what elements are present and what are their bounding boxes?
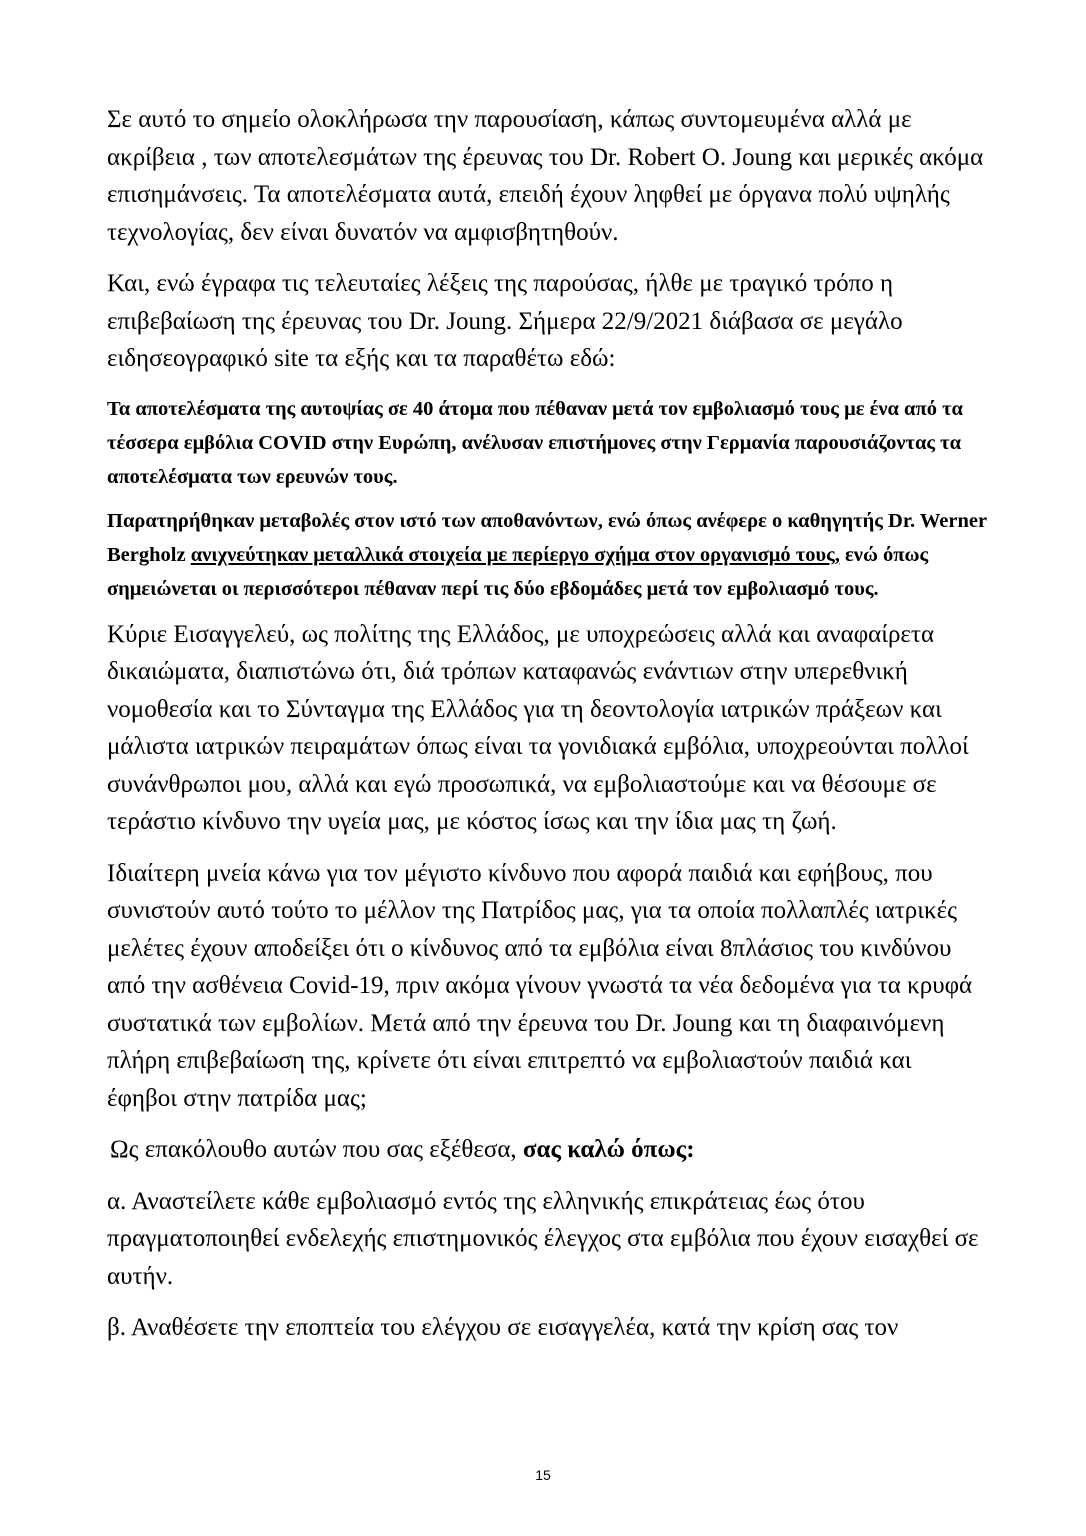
quote-tissue-changes bbox=[107, 504, 987, 606]
paragraph-children-risk: Ιδιαίτερη μνεία κάνω για τον μέγιστο κίνδυνο που αφορά παιδιά και εφήβους, που συνιστούν αυτό τούτο το μέλλον της Πατρίδος μας, για τα οποία πολλαπλές ιατρικές μελέτες έχουν αποδείξει ότι ο κίνδυνος από τα εμβόλια είναι 8πλάσιος του κινδύνου από την ασθένεια Covid-19, πριν ακόμα γίνουν γνωστά τα νέα δεδομένα για τα κρυφά συστατικά των εμβολίων. Μετά από την έρευνα του Dr. Joung και τη διαφαινόμενη πλήρη επιβεβαίωση της, κρίνετε ότι είναι επιτρεπτό να εμβολιαστούν παιδιά και έφηβοι στην πατρίδα μας; bbox=[107, 859, 973, 1112]
request-bold-text: σας καλώ όπως: bbox=[522, 1136, 695, 1163]
quote-autopsy-results: Τα αποτελέσματα της αυτοψίας σε 40 άτομα που πέθαναν μετά τον εμβολιασμό τους με ένα από τα τέσσερα εμβόλια COVID στην Ευρώπη, ανέλυσαν επιστήμονες στην Γερμανία παρουσιάζοντας τα αποτελέσματα των ερευνών τους. bbox=[107, 397, 963, 488]
request-intro-line bbox=[107, 1131, 987, 1169]
request-intro-text: Ως επακόλουθο αυτών που σας εξέθεσα, bbox=[110, 1136, 523, 1163]
paragraph-citizen-rights: Κύριε Εισαγγελεύ, ως πολίτης της Ελλάδος, με υποχρεώσεις αλλά και αναφαίρετα δικαιώματα, διαπιστώνω ότι, διά τρόπων καταφανώς ενάντιων στην υπερεθνική νομοθεσία και το Σύνταγμα της Ελλάδος για τη δεοντολογία ιατρικών πράξεων και μάλιστα ιατρικών πειραμάτων όπως είναι τα γονιδιακά εμβόλια, υποχρεούνται πολλοί συνάνθρωποι μου, αλλά και εγώ προσωπικά, να εμβολιαστούμε και να θέσουμε σε τεράστιο κίνδυνο την υγεία μας, με κόστος ίσως και την ίδια μας τη ζωή. bbox=[107, 620, 969, 835]
quote-metal-elements-underlined: ανιχνεύτηκαν μεταλλικά στοιχεία με περίεργο σχήμα στον οργανισμό τους, bbox=[190, 543, 840, 566]
request-item-a: α. Αναστείλετε κάθε εμβολιασμό εντός της ελληνικής επικράτειας έως ότου πραγματοποιηθεί ενδελεχής επιστημονικός έλεγχος στα εμβόλια που έχουν εισαχθεί σε αυτήν. bbox=[107, 1187, 979, 1290]
request-item-b: β. Αναθέσετε την εποπτεία του ελέγχου σε εισαγγελέα, κατά την κρίση σας τον bbox=[107, 1314, 899, 1341]
quote-tissue-start: Παρατηρήθηκαν μεταβολές στον ιστό των αποθανόντων, ενώ όπως ανέφερε ο καθηγητής Dr. Werner Bergholz bbox=[107, 509, 987, 566]
page-content bbox=[107, 101, 987, 1361]
paragraph-confirmation: Και, ενώ έγραφα τις τελευταίες λέξεις της παρούσας, ήλθε με τραγικό τρόπο η επιβεβαίωση της έρευνας του Dr. Joung. Σήμερα 22/9/2021 διάβασα σε μεγάλο ειδησεογραφικό site τα εξής και τα παραθέτω εδώ: bbox=[107, 270, 903, 372]
quote-tissue-end: ενώ όπως σημειώνεται οι περισσότεροι πέθαναν περί τις δύο εβδομάδες μετά τον εμβολιασμό τους. bbox=[107, 543, 929, 600]
paragraph-summary: Σε αυτό το σημείο ολοκλήρωσα την παρουσίαση, κάπως συντομευμένα αλλά με ακρίβεια , των αποτελεσμάτων της έρευνας του Dr. Robert O. Joung και μερικές ακόμα επισημάνσεις. Τα αποτελέσματα αυτά, επειδή έχουν ληφθεί με όργανα πολύ υψηλής τεχνολογίας, δεν είναι δυνατόν να αμφισβητηθούν. bbox=[107, 106, 984, 246]
page-number: 15 bbox=[535, 1467, 551, 1483]
